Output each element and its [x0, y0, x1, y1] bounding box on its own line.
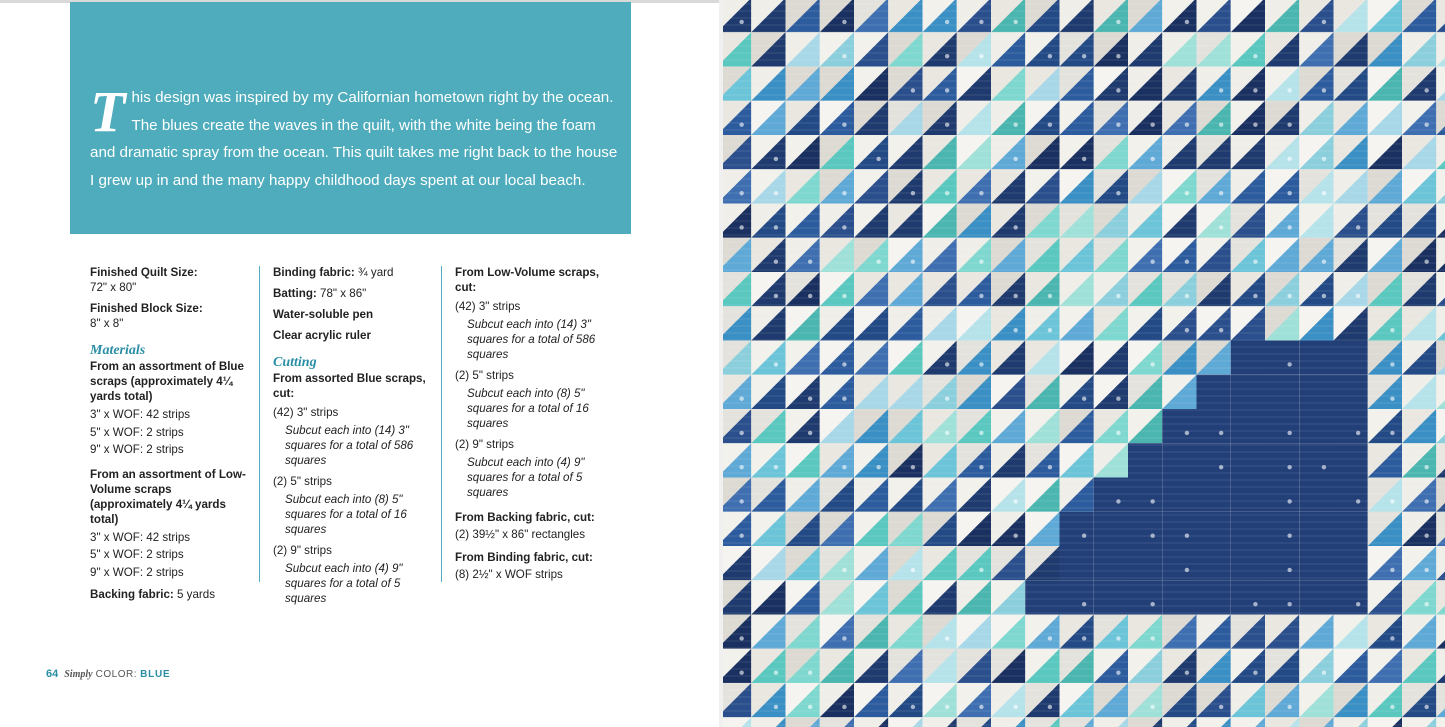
block-size-value: 8" x 8": [90, 317, 124, 330]
column-divider: [441, 266, 442, 582]
quilt-print-dot: [911, 88, 915, 92]
from-lv-heading: From Low-Volume scraps, cut:: [455, 266, 600, 294]
quilt-square: [1231, 478, 1265, 512]
quilt-print-dot: [1390, 362, 1394, 366]
quilt-square: [1231, 546, 1265, 580]
quilt-print-dot: [945, 362, 949, 366]
quilt-print-dot: [979, 705, 983, 709]
quilt-print-dot: [842, 225, 846, 229]
quilt-square: [1128, 478, 1162, 512]
quilt-print-dot: [1150, 362, 1154, 366]
quilt-print-dot: [979, 54, 983, 58]
quilt-print-dot: [1013, 157, 1017, 161]
quilt-print-dot: [1116, 397, 1120, 401]
quilt-print-dot: [842, 636, 846, 640]
quilt-print-dot: [1219, 88, 1223, 92]
quilt-print-dot: [739, 636, 743, 640]
quilt-square: [1334, 546, 1368, 580]
quilt-print-dot: [1082, 397, 1086, 401]
quilt-print-dot: [876, 157, 880, 161]
quilt-square: [1128, 443, 1162, 477]
quilt-print-dot: [1013, 225, 1017, 229]
list-item: 9" x WOF: 2 strips: [90, 443, 184, 456]
quilt-print-dot: [1185, 328, 1189, 332]
quilt-square: [1299, 341, 1333, 375]
left-page: [0, 0, 722, 727]
quilt-print-dot: [1424, 568, 1428, 572]
quilt-print-dot: [945, 20, 949, 24]
quilt-print-dot: [1082, 54, 1086, 58]
quilt-print-dot: [774, 671, 778, 675]
footer-color: COLOR:: [95, 669, 137, 680]
pen-item: Water-soluble pen: [273, 308, 374, 321]
quilt-square: [1162, 443, 1196, 477]
quilt-print-dot: [808, 397, 812, 401]
quilt-print-dot: [1322, 20, 1326, 24]
quilt-square: [1265, 546, 1299, 580]
quilt-print-dot: [1185, 671, 1189, 675]
cut-strip: (42) 3" strips: [455, 300, 521, 313]
cut-subcut: Subcut each into (8) 5" squares for a total of 16 squares: [285, 493, 407, 536]
quilt-print-dot: [1287, 225, 1291, 229]
quilt-print-dot: [1048, 705, 1052, 709]
quilt-square: [1128, 546, 1162, 580]
from-blue-heading: From assorted Blue scraps, cut:: [273, 372, 426, 400]
quilt-square: [1231, 341, 1265, 375]
intro-text: [90, 79, 620, 194]
quilt-print-dot: [1013, 705, 1017, 709]
list-item: 5" x WOF: 2 strips: [90, 425, 184, 439]
quilt-print-dot: [1150, 636, 1154, 640]
quilt-print-dot: [945, 54, 949, 58]
quilt-print-dot: [1424, 88, 1428, 92]
cut-subcut: Subcut each into (8) 5" squares for a total of 16 squares: [467, 387, 589, 430]
quilt-print-dot: [842, 397, 846, 401]
quilt-square: [1265, 478, 1299, 512]
quilt-print-dot: [1287, 362, 1291, 366]
quilt-print-dot: [1253, 88, 1257, 92]
quilt-square: [1231, 443, 1265, 477]
quilt-print-dot: [1116, 636, 1120, 640]
quilt-print-dot: [1116, 671, 1120, 675]
page-number: 64: [46, 668, 59, 680]
quilt-square: [1299, 443, 1333, 477]
low-volume-heading: From an assortment of Low-Volume scraps (approximately 4¼ yards total): [90, 467, 246, 526]
quilt-print-dot: [945, 88, 949, 92]
batting-value: 78" x 86": [316, 287, 367, 300]
footer-simply: Simply: [64, 669, 93, 680]
quilt-print-dot: [1322, 88, 1326, 92]
quilt-print-dot: [945, 636, 949, 640]
list-item: 3" x WOF: 42 strips: [90, 408, 191, 421]
quilt-print-dot: [911, 705, 915, 709]
quilt-print-dot: [842, 54, 846, 58]
quilt-print-dot: [739, 397, 743, 401]
quilt-square: [1334, 375, 1368, 409]
quilt-print-dot: [945, 397, 949, 401]
materials-cutting-column: [273, 265, 433, 606]
quilt-square: [1197, 375, 1231, 409]
quilt-print-dot: [808, 705, 812, 709]
cut-strip: (2) 9" strips: [273, 544, 332, 557]
materials-heading: Materials: [90, 343, 146, 358]
specs-column: [90, 265, 248, 602]
quilt-print-dot: [1013, 328, 1017, 332]
quilt-print-dot: [1048, 54, 1052, 58]
binding-cut-value: (8) 2½" x WOF strips: [455, 568, 563, 581]
quilt-print-dot: [1356, 225, 1360, 229]
quilt-print-dot: [1287, 88, 1291, 92]
quilt-print-dot: [1287, 568, 1291, 572]
quilt-square: [1265, 341, 1299, 375]
backing-value: 5 yards: [173, 588, 216, 601]
quilt-print-dot: [1082, 636, 1086, 640]
quilt-print-dot: [1116, 54, 1120, 58]
blue-scraps-heading: From an assortment of Blue scraps (approximately 4¼ yards total): [90, 360, 244, 403]
quilt-print-dot: [1390, 328, 1394, 332]
drop-cap: T: [90, 79, 126, 144]
quilt-print-dot: [1390, 636, 1394, 640]
quilt-print-dot: [911, 568, 915, 572]
cut-strip: (2) 9" strips: [455, 438, 514, 451]
quilt-print-dot: [1048, 636, 1052, 640]
quilt-print-dot: [1322, 671, 1326, 675]
quilt-print-dot: [1253, 671, 1257, 675]
quilt-print-dot: [1185, 20, 1189, 24]
intro-body: his design was inspired by my Californian hometown right by the ocean. The blues create the waves in the quilt, with the white being the foam and dramatic spray from the ocean. This quilt takes me right back to the house I grew up in and the many happy childhood days spent at our local beach.: [90, 89, 618, 189]
quilt-print-dot: [1390, 705, 1394, 709]
quilt-photo: [723, 0, 1445, 727]
quilt-square: [1299, 478, 1333, 512]
quilt-square: [1436, 717, 1445, 727]
quilt-print-dot: [774, 157, 778, 161]
quilt-square: [1265, 443, 1299, 477]
quilt-print-dot: [1424, 705, 1428, 709]
quilt-print-dot: [1219, 705, 1223, 709]
quilt-print-dot: [1116, 20, 1120, 24]
quilt-print-dot: [739, 20, 743, 24]
quilt-print-dot: [1287, 157, 1291, 161]
quilt-size-value: 72" x 80": [90, 281, 137, 294]
quilt-print-dot: [1287, 705, 1291, 709]
quilt-square: [1265, 375, 1299, 409]
quilt-print-dot: [842, 362, 846, 366]
quilt-print-dot: [739, 671, 743, 675]
quilt-print-dot: [1185, 568, 1189, 572]
quilt-print-dot: [1390, 568, 1394, 572]
quilt-print-dot: [979, 20, 983, 24]
binding-cut-label: From Binding fabric, cut:: [455, 551, 593, 564]
quilt-print-dot: [739, 225, 743, 229]
list-item: 9" x WOF: 2 strips: [90, 565, 184, 579]
quilt-square: [1162, 478, 1196, 512]
cut-strip: (2) 5" strips: [455, 369, 514, 382]
quilt-print-dot: [1116, 88, 1120, 92]
quilt-print-dot: [1322, 157, 1326, 161]
quilt-image: [723, 0, 1445, 727]
ruler-item: Clear acrylic ruler: [273, 329, 371, 342]
quilt-square: [1334, 443, 1368, 477]
footer-blue: BLUE: [140, 669, 171, 680]
page-footer: [46, 668, 170, 680]
low-volume-cutting-column: [455, 265, 615, 582]
quilt-print-dot: [808, 671, 812, 675]
cut-subcut: Subcut each into (14) 3" squares for a total of 586 squares: [285, 424, 414, 467]
quilt-print-dot: [842, 20, 846, 24]
quilt-print-dot: [945, 705, 949, 709]
quilt-print-dot: [1048, 328, 1052, 332]
quilt-print-dot: [1150, 705, 1154, 709]
quilt-print-dot: [774, 362, 778, 366]
quilt-square: [1299, 546, 1333, 580]
quilt-square: [1060, 546, 1094, 580]
quilt-square: [1197, 546, 1231, 580]
quilt-square: [1162, 546, 1196, 580]
quilt-print-dot: [1150, 157, 1154, 161]
cut-strip: (42) 3" strips: [273, 406, 339, 419]
quilt-square: [1197, 443, 1231, 477]
quilt-print-dot: [842, 705, 846, 709]
list-item: 5" x WOF: 2 strips: [90, 548, 184, 561]
binding-label: Binding fabric:: [273, 266, 355, 279]
cut-subcut: Subcut each into (4) 9" squares for a total of 5 squares: [285, 562, 403, 605]
intro-panel: [70, 2, 631, 234]
quilt-print-dot: [1219, 328, 1223, 332]
binding-value: ¾ yard: [354, 266, 394, 279]
column-divider: [259, 266, 260, 582]
quilt-square: [1334, 478, 1368, 512]
quilt-square: [1094, 546, 1128, 580]
quilt-size-label: Finished Quilt Size:: [90, 266, 198, 279]
quilt-square: [1299, 375, 1333, 409]
quilt-print-dot: [774, 705, 778, 709]
quilt-print-dot: [774, 225, 778, 229]
quilt-square: [1334, 341, 1368, 375]
cutting-heading: Cutting: [273, 355, 317, 370]
block-size-label: Finished Block Size:: [90, 302, 203, 315]
list-item: 3" x WOF: 42 strips: [90, 530, 191, 544]
quilt-print-dot: [1013, 20, 1017, 24]
quilt-print-dot: [1253, 54, 1257, 58]
quilt-print-dot: [1082, 157, 1086, 161]
quilt-square: [1197, 478, 1231, 512]
cut-subcut: Subcut each into (4) 9" squares for a total of 5 squares: [467, 456, 585, 499]
cut-subcut: Subcut each into (14) 3" squares for a total of 586 squares: [467, 318, 596, 361]
quilt-print-dot: [1219, 225, 1223, 229]
quilt-square: [1094, 478, 1128, 512]
backing-cut-value: (2) 39½" x 86" rectangles: [455, 528, 586, 541]
quilt-print-dot: [979, 362, 983, 366]
quilt-print-dot: [1390, 397, 1394, 401]
cut-strip: (2) 5" strips: [273, 475, 332, 488]
quilt-print-dot: [979, 568, 983, 572]
batting-label: Batting:: [273, 287, 317, 300]
backing-label: Backing fabric:: [90, 588, 174, 601]
quilt-print-dot: [842, 568, 846, 572]
backing-cut-label: From Backing fabric, cut:: [455, 511, 595, 524]
quilt-square: [1231, 375, 1265, 409]
